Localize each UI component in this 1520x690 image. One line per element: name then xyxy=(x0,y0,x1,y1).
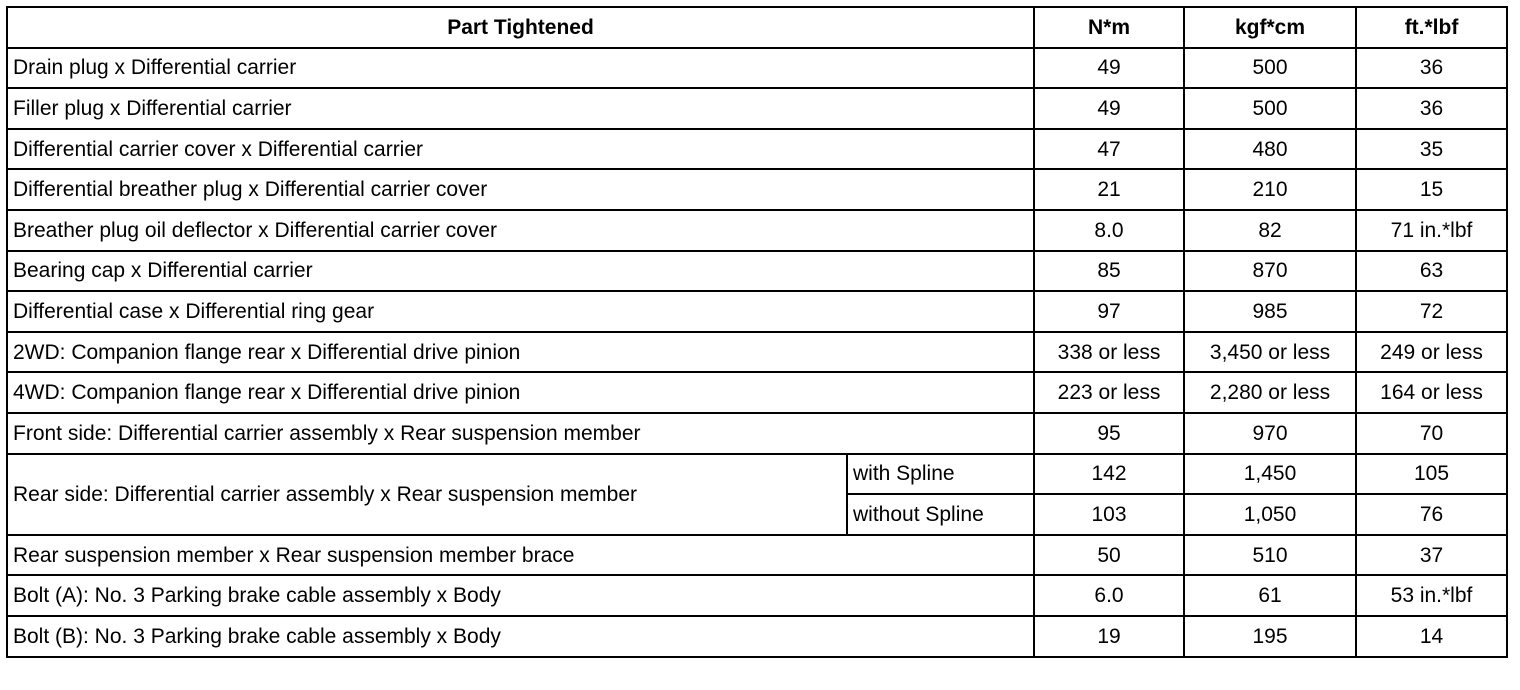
torque-specification-table xyxy=(6,6,1508,658)
nm-cell: 49 xyxy=(1034,88,1184,129)
nm-cell: 8.0 xyxy=(1034,210,1184,251)
kgf-cm-cell: 210 xyxy=(1184,169,1356,210)
kgf-cm-cell: 870 xyxy=(1184,251,1356,292)
nm-cell: 103 xyxy=(1034,494,1184,535)
table-row xyxy=(7,616,1507,657)
table-row xyxy=(7,210,1507,251)
part-cell: Rear side: Differential carrier assembly x Rear suspension member xyxy=(7,454,847,535)
kgf-cm-cell: 61 xyxy=(1184,575,1356,616)
table-row xyxy=(7,332,1507,373)
kgf-cm-cell: 195 xyxy=(1184,616,1356,657)
part-cell: Differential breather plug x Differential carrier cover xyxy=(7,169,1034,210)
ft-lbf-cell: 37 xyxy=(1356,535,1507,576)
kgf-cm-cell: 1,050 xyxy=(1184,494,1356,535)
ft-lbf-cell: 76 xyxy=(1356,494,1507,535)
kgf-cm-cell: 2,280 or less xyxy=(1184,372,1356,413)
nm-cell: 19 xyxy=(1034,616,1184,657)
part-cell: Differential case x Differential ring gear xyxy=(7,291,1034,332)
table-row xyxy=(7,48,1507,89)
kgf-cm-cell: 510 xyxy=(1184,535,1356,576)
part-cell: Rear suspension member x Rear suspension member brace xyxy=(7,535,1034,576)
header-part-tightened: Part Tightened xyxy=(7,7,1034,48)
nm-cell: 85 xyxy=(1034,251,1184,292)
part-cell: Bolt (A): No. 3 Parking brake cable assembly x Body xyxy=(7,575,1034,616)
part-cell: Bearing cap x Differential carrier xyxy=(7,251,1034,292)
table-row xyxy=(7,372,1507,413)
header-kgf-cm: kgf*cm xyxy=(1184,7,1356,48)
nm-cell: 21 xyxy=(1034,169,1184,210)
table-row xyxy=(7,129,1507,170)
header-nm: N*m xyxy=(1034,7,1184,48)
nm-cell: 50 xyxy=(1034,535,1184,576)
torque-table-container xyxy=(6,6,1508,658)
kgf-cm-cell: 1,450 xyxy=(1184,454,1356,495)
table-row xyxy=(7,454,1507,495)
ft-lbf-cell: 72 xyxy=(1356,291,1507,332)
table-row xyxy=(7,413,1507,454)
ft-lbf-cell: 15 xyxy=(1356,169,1507,210)
ft-lbf-cell: 36 xyxy=(1356,88,1507,129)
part-cell: Differential carrier cover x Differential carrier xyxy=(7,129,1034,170)
header-row xyxy=(7,7,1507,48)
kgf-cm-cell: 3,450 or less xyxy=(1184,332,1356,373)
ft-lbf-cell: 35 xyxy=(1356,129,1507,170)
ft-lbf-cell: 70 xyxy=(1356,413,1507,454)
nm-cell: 142 xyxy=(1034,454,1184,495)
part-cell: Front side: Differential carrier assembly x Rear suspension member xyxy=(7,413,1034,454)
table-row xyxy=(7,535,1507,576)
kgf-cm-cell: 500 xyxy=(1184,88,1356,129)
sub-condition-cell: without Spline xyxy=(847,494,1034,535)
kgf-cm-cell: 500 xyxy=(1184,48,1356,89)
part-cell: Drain plug x Differential carrier xyxy=(7,48,1034,89)
part-cell: Breather plug oil deflector x Differential carrier cover xyxy=(7,210,1034,251)
ft-lbf-cell: 105 xyxy=(1356,454,1507,495)
ft-lbf-cell: 36 xyxy=(1356,48,1507,89)
part-cell: Filler plug x Differential carrier xyxy=(7,88,1034,129)
ft-lbf-cell: 14 xyxy=(1356,616,1507,657)
part-cell: 4WD: Companion flange rear x Differential drive pinion xyxy=(7,372,1034,413)
ft-lbf-cell: 53 in.*lbf xyxy=(1356,575,1507,616)
ft-lbf-cell: 63 xyxy=(1356,251,1507,292)
table-row xyxy=(7,575,1507,616)
kgf-cm-cell: 985 xyxy=(1184,291,1356,332)
part-cell: Bolt (B): No. 3 Parking brake cable assembly x Body xyxy=(7,616,1034,657)
kgf-cm-cell: 82 xyxy=(1184,210,1356,251)
table-row xyxy=(7,291,1507,332)
nm-cell: 95 xyxy=(1034,413,1184,454)
ft-lbf-cell: 249 or less xyxy=(1356,332,1507,373)
ft-lbf-cell: 71 in.*lbf xyxy=(1356,210,1507,251)
ft-lbf-cell: 164 or less xyxy=(1356,372,1507,413)
part-cell: 2WD: Companion flange rear x Differential drive pinion xyxy=(7,332,1034,373)
table-row xyxy=(7,169,1507,210)
nm-cell: 47 xyxy=(1034,129,1184,170)
header-ft-lbf: ft.*lbf xyxy=(1356,7,1507,48)
sub-condition-cell: with Spline xyxy=(847,454,1034,495)
nm-cell: 49 xyxy=(1034,48,1184,89)
nm-cell: 338 or less xyxy=(1034,332,1184,373)
kgf-cm-cell: 480 xyxy=(1184,129,1356,170)
table-row xyxy=(7,251,1507,292)
nm-cell: 97 xyxy=(1034,291,1184,332)
kgf-cm-cell: 970 xyxy=(1184,413,1356,454)
nm-cell: 6.0 xyxy=(1034,575,1184,616)
table-row xyxy=(7,88,1507,129)
nm-cell: 223 or less xyxy=(1034,372,1184,413)
